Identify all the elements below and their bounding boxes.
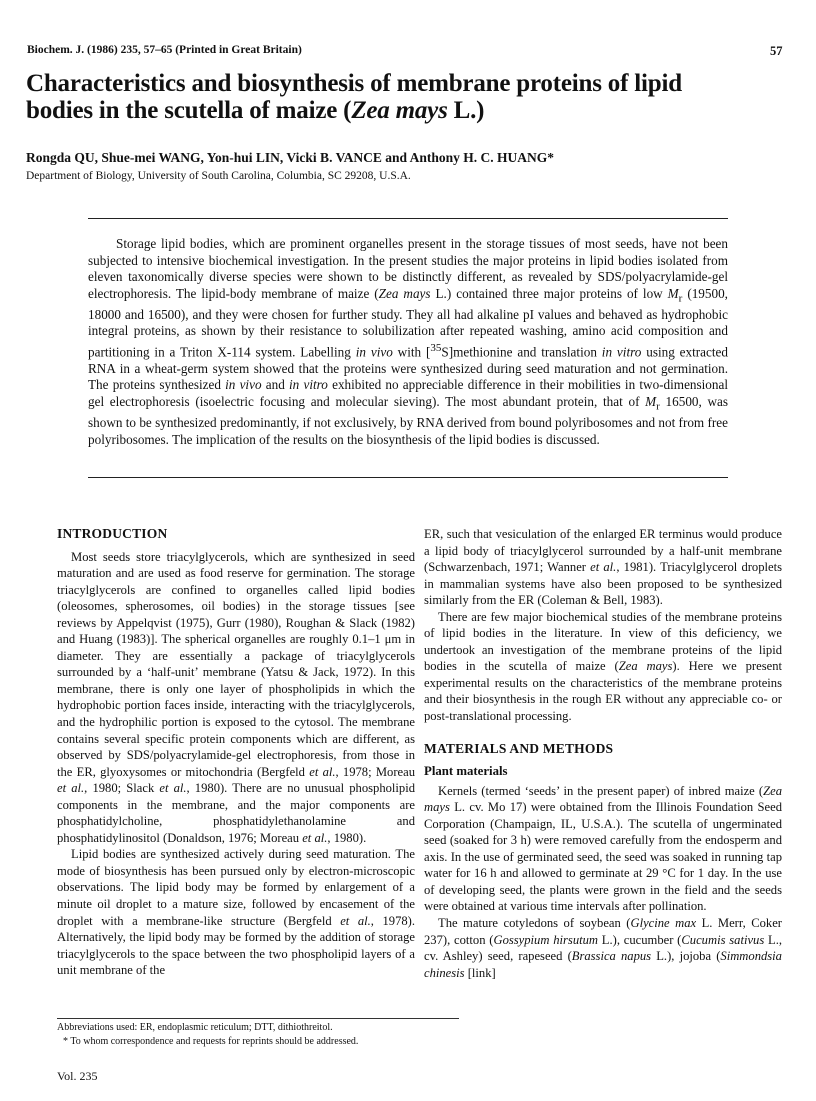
- affiliation: Department of Biology, University of South Carolina, Columbia, SC 29208, U.S.A.: [26, 170, 411, 182]
- correspondence-footnote: * To whom correspondence and requests for reprints should be addressed.: [63, 1035, 359, 1047]
- abstract-top-rule: [88, 218, 728, 219]
- page-number: 57: [770, 44, 783, 58]
- abstract-bottom-rule: [88, 477, 728, 478]
- intro-paragraph-2: Lipid bodies are synthesized actively during seed maturation. The mode of biosynthesis has been pursued only by electron-microscopic observations. The lipid body may be formed by enlargement of a minute oil droplet to a mature size, followed by encasement of the droplet with a membrane-like structure (Bergfeld et al., 1978). Alternatively, the lipid body may be formed by the addition of storage triacylglycerols to the space between the two phospholipid layers of a unit membrane of the: [57, 847, 415, 978]
- plant-materials-subheading: Plant materials: [424, 764, 508, 779]
- methods-paragraph-2: The mature cotyledons of soybean (Glycine max L. Merr, Coker 237), cotton (Gossypium hirsutum L.), cucumber (Cucumis sativus L., cv. Ashley) seed, rapeseed (Brassica napus L.), jojoba (Simmondsia chinesis [link]: [424, 916, 783, 980]
- journal-citation: Biochem. J. (1986) 235, 57–65 (Printed in Great Britain): [27, 44, 302, 56]
- abstract: Storage lipid bodies, which are prominent organelles present in the storage tissues of most seeds, have not been subjected to intensive biochemical investigation. In the present studies the major proteins in lipid bodies isolated from eleven taxonomically diverse species were shown to be distinctly different, as revealed by SDS/polyacrylamide-gel electrophoresis. The lipid-body membrane of maize (Zea mays L.) contained three major proteins of low $M_r$ (19500, 18000 and 16500), and they were chosen for further study. They all had alkaline pI values and behaved as hydrophobic integral proteins, as shown by their resistance to solubilization after repeated washing, amino acid composition and partitioning in a Triton X-114 system. Labelling in vivo with [$^{35}$S]methionine and translation in vitro using extracted RNA in a wheat-germ system showed that the proteins were synthesized during seed maturation and not germination. The proteins synthesized in vivo and in vitro exhibited no appreciable difference in their mobilities in two-dimensional gel electrophoresis (isoelectric focusing and molecular sieving). The most abundant protein, that of $M_r$ 16500, was shown to be synthesized predominantly, if not exclusively, by RNA derived from bound polyribosomes and not from free polyribosomes. The implication of the results on the biosynthesis of the lipid bodies is discussed.: [88, 236, 729, 447]
- abbreviations-footnote: Abbreviations used: ER, endoplasmic reticulum; DTT, dithiothreitol.: [57, 1022, 333, 1033]
- intro-paragraph-2-continued: ER, such that vesiculation of the enlarged ER terminus would produce a lipid body of triacylglycerol surrounded by a half-unit membrane (Schwarzenbach, 1971; Wanner et al., 1981). Triacylglycerol droplets in mammalian systems have also been proposed to be synthesized similarly from the ER (Coleman & Bell, 1983).: [424, 527, 783, 608]
- author-list: Rongda QU, Shue-mei WANG, Yon-hui LIN, Vicki B. VANCE and Anthony H. C. HUANG*: [26, 150, 554, 165]
- footnotes: [57, 1021, 757, 1048]
- intro-paragraph-3: There are few major biochemical studies of the membrane proteins of lipid bodies in the literature. In view of this deficiency, we undertook an investigation of the membrane proteins of the lipid bodies in the scutella of maize (Zea mays). Here we present experimental results on the characteristics of the membrane proteins and their biosynthesis in the rough ER without any appreciable co- or post-translational processing.: [424, 609, 783, 724]
- intro-paragraph-1: Most seeds store triacylglycerols, which are synthesized in seed maturation and are used as food reserve for germination. The storage triacylglycerols are confined to organelles called lipid bodies (oleosomes, spherosomes, oil bodies) in the storage tissues [see reviews by Appelqvist (1975), Gurr (1980), Roughan & Slack (1982) and Huang (1983)]. The spherical organelles are roughly 0.1–1 μm in diameter. They are essentially a package of triacylglycerols surrounded by a ‘half-unit’ membrane (Yatsu & Jack, 1972). In this membrane, there is only one layer of phospholipids in which the hydrophobic portion faces inside, interacting with the triacylglycerols, and the hydrophilic portion is exposed to the cytosol. The membrane contains several specific protein components which are different, as observed by SDS/polyacrylamide-gel electrophoresis, from those in the ER, glyoxysomes or mitochondria (Bergfeld et al., 1978; Moreau et al., 1980; Slack et al., 1980). There are no unusual phospholipid components in the membrane, and the major components are phosphatidylcholine, phosphatidylethanolamine and phosphatidylinositol (Donaldson, 1976; Moreau et al., 1980).: [57, 549, 416, 845]
- introduction-heading: INTRODUCTION: [57, 526, 168, 541]
- methods-paragraph-1: Kernels (termed ‘seeds’ in the present paper) of inbred maize (Zea mays L. cv. Mo 17) were obtained from the Illinois Foundation Seed Corporation (Champaign, IL, U.S.A.). The scutella of ungerminated seed (soaked for 3 h) were removed carefully from the endosperm and axis. In the use of germinated seed, the seed was soaked in running tap water for 16 h and allowed to germinate at 29 °C for 1 day. In the use of developing seed, the plants were grown in the field and the seeds were obtained at various time intervals after pollination.: [424, 783, 782, 914]
- methods-heading: MATERIALS AND METHODS: [424, 740, 614, 756]
- volume-label: Vol. 235: [57, 1069, 98, 1083]
- left-column: [57, 526, 415, 979]
- footnote-rule: [57, 1018, 459, 1019]
- article-title: Characteristics and biosynthesis of membrane proteins of lipid bodies in the scutella of maize (Zea mays L.): [26, 70, 682, 124]
- right-column: [424, 526, 782, 981]
